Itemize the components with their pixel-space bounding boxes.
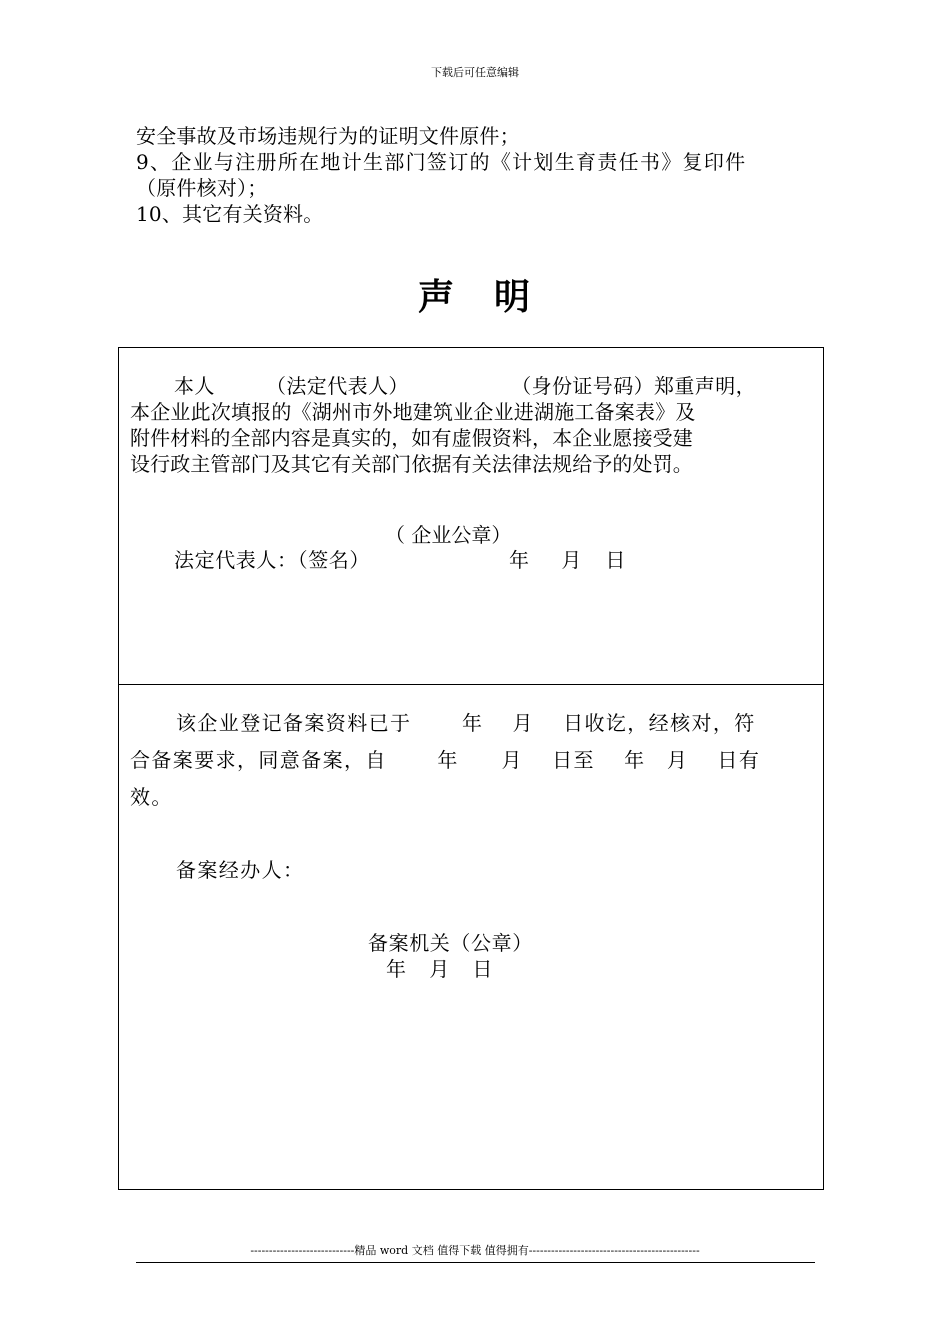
filing-date: 年 月 日: [386, 957, 494, 981]
page-header: 下载后可任意编辑: [431, 66, 519, 79]
title-char: 声: [417, 276, 456, 318]
legal-rep-signature-label: 法定代表人：（签名）: [174, 548, 370, 572]
footer-divider: [136, 1262, 815, 1263]
declaration-box: [118, 347, 824, 685]
page-title: [0, 274, 950, 320]
filing-line: 效。: [130, 785, 173, 809]
filing-text: [130, 705, 820, 816]
declaration-line: 附件材料的全部内容是真实的，如有虚假资料，本企业愿接受建: [130, 426, 693, 450]
title-char: 明: [494, 276, 533, 318]
declaration-text: [130, 373, 820, 477]
intro-line: 10、其它有关资料。: [136, 202, 324, 226]
filing-box: [118, 684, 824, 1190]
intro-line: （原件核对）；: [136, 176, 268, 200]
filing-authority-seal-label: 备案机关（公章）: [368, 931, 533, 955]
declaration-line: 设行政主管部门及其它有关部门依据有关法律法规给予的处罚。: [130, 452, 693, 476]
intro-line: 安全事故及市场违规行为的证明文件原件；: [136, 124, 520, 148]
declaration-line: 本企业此次填报的《湖州市外地建筑业企业进湖施工备案表》及: [130, 400, 696, 424]
filing-line: 该企业登记备案资料已于 年 月 日收讫，经核对，符: [176, 711, 756, 735]
intro-text: [136, 123, 826, 227]
declaration-date: 年 月 日: [509, 548, 628, 572]
declaration-line: 本人 （法定代表人） （身份证号码）郑重声明，: [174, 374, 756, 398]
filing-line: 合备案要求，同意备案，自 年 月 日至 年 月 日有: [130, 748, 761, 772]
company-seal-label: （ 企业公章）: [385, 523, 512, 547]
page-footer: ----------------------------精品 word 文档 值得下载 值得拥有----------------------------------------------: [250, 1244, 700, 1257]
intro-line: 9、企业与注册所在地计生部门签订的《计划生育责任书》复印件: [136, 150, 747, 174]
filing-handler-label: 备案经办人：: [176, 858, 305, 882]
